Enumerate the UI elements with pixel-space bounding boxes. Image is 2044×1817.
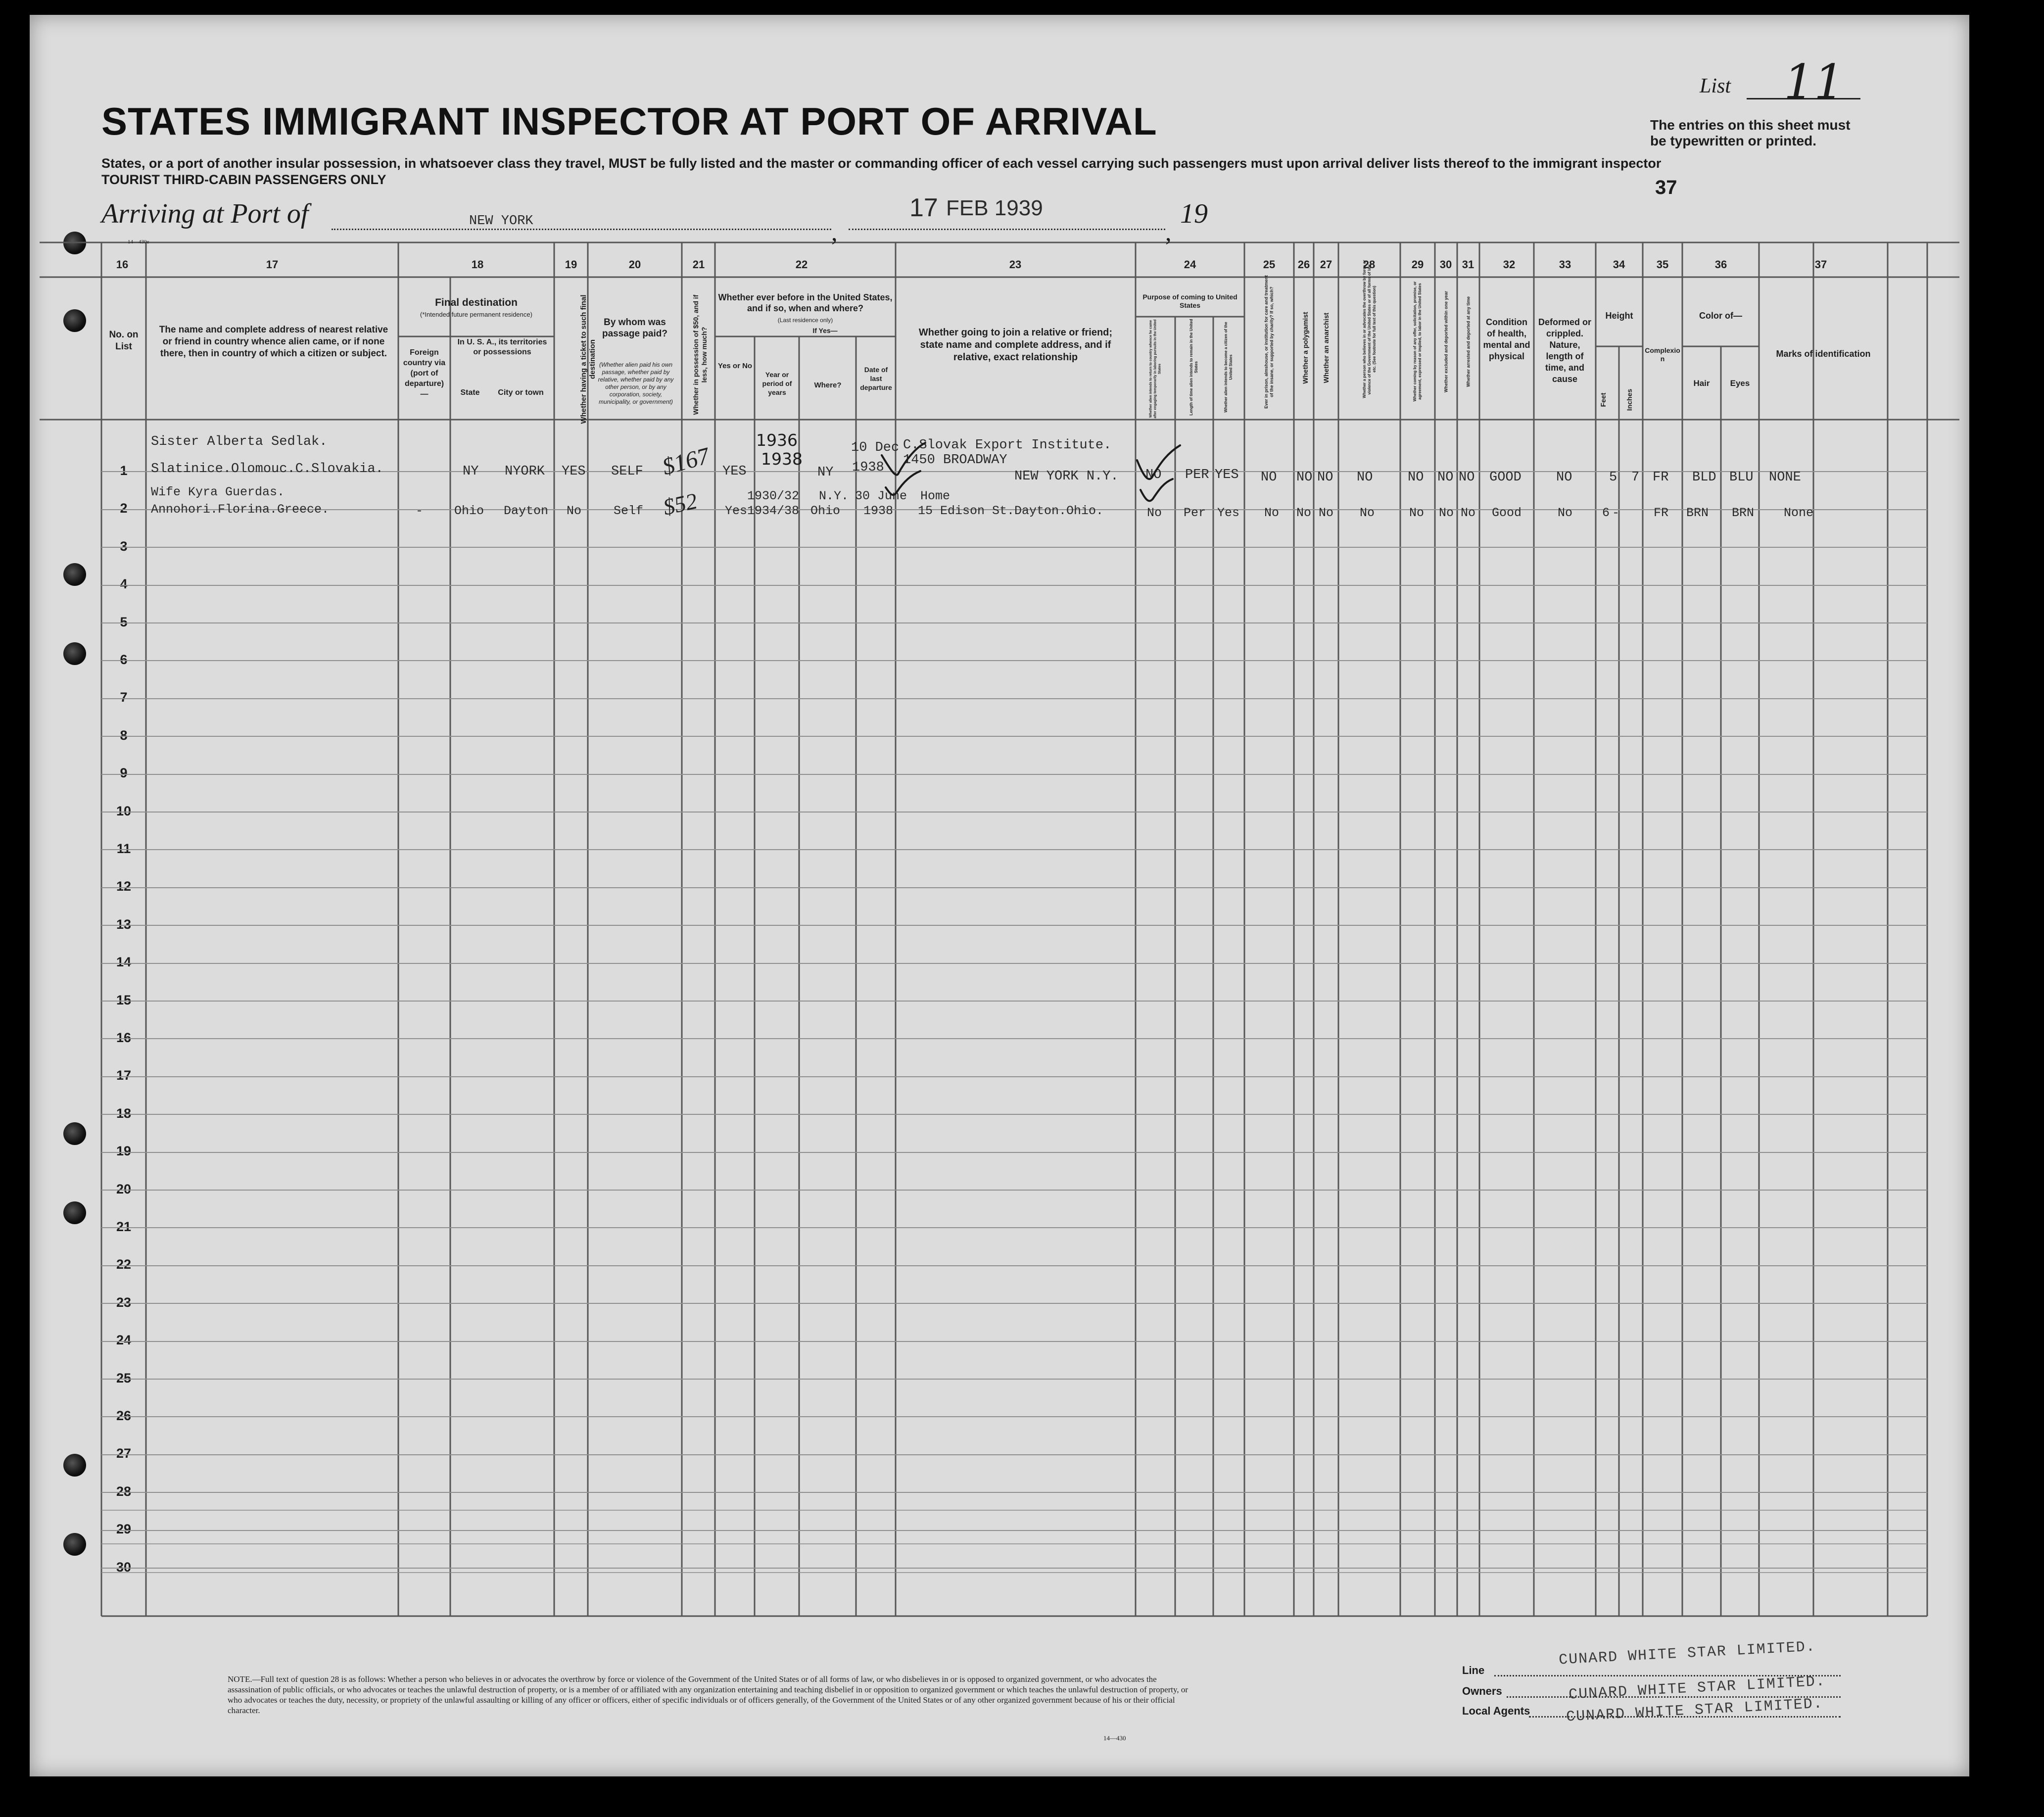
header-arrested: Whether arrested and deported at any time (1466, 296, 1471, 387)
column-number: 31 (1462, 258, 1474, 271)
r1-join-2: 1450 BROADWAY (903, 453, 1007, 468)
header-overthrow: Whether a person who believes in or advocates the overthrow by force or violence of the Government of the United States or of all forms of law, etc. (See footnote for full text of this question) (1362, 260, 1377, 398)
check-mark (1137, 445, 1180, 479)
r1-feet: 5 (1609, 470, 1617, 485)
row-number: 19 (116, 1144, 132, 1159)
r1-return: NO (1145, 468, 1162, 482)
header-purpose-length: Length of time alien intends to remain in the United States (1189, 319, 1198, 416)
row-number: 16 (116, 1030, 132, 1045)
row-number: 11 (116, 841, 131, 856)
header-ever-before: Whether ever before in the United States, and if so, when and where? (718, 292, 893, 313)
r1-hair: BLD (1692, 470, 1716, 485)
header-ever-before-sub: (Last residence only) (777, 317, 833, 324)
column-number: 28 (1363, 258, 1376, 271)
header-labor-offer: Whether coming by reason of any offer, solicitation, promise, or agreement, expressed or implied, to labor in the United States (1413, 281, 1422, 402)
row-number: 24 (116, 1333, 132, 1348)
r1-length: PER (1185, 468, 1209, 482)
column-number: 20 (628, 258, 641, 271)
line-stamp: CUNARD WHITE STAR LIMITED. (1558, 1638, 1816, 1669)
row-number: 26 (116, 1408, 132, 1423)
r2-feet: 6 (1602, 506, 1610, 520)
owners-stamp: CUNARD WHITE STAR LIMITED. (1568, 1673, 1826, 1704)
r1-year-top: 1936 (756, 430, 798, 450)
header-nearest-relative: The name and complete address of nearest relative or friend in country whence alien came, or if none there, then in country of which a citizen or subject. (159, 325, 388, 359)
r2-polygamist: No (1296, 506, 1312, 520)
r2-complexion: FR (1654, 506, 1669, 520)
row-number: 28 (116, 1483, 132, 1499)
row-number: 13 (116, 916, 132, 932)
r2-marks: None (1784, 506, 1814, 520)
r1-anarchist: NO (1317, 470, 1333, 485)
page-title: STATES IMMIGRANT INSPECTOR AT PORT OF ARRIVAL (101, 99, 1157, 143)
row-number: 3 (120, 538, 128, 554)
header-complexion: Complexion (1645, 346, 1680, 363)
row-number: 1 (120, 463, 128, 478)
r1-arrested: NO (1459, 470, 1475, 485)
row-number: 15 (116, 992, 132, 1007)
check-mark (1141, 479, 1173, 501)
owners-label: Owners (1462, 1685, 1502, 1697)
form-code: 14—430e (128, 239, 149, 245)
column-number: 23 (1009, 258, 1022, 271)
header-height: Height (1605, 311, 1633, 321)
header-no-on-list: No. on List (109, 330, 139, 352)
r2-ticket: No (567, 504, 582, 518)
header-foreign-country: Foreign country via (port of departure)— (403, 348, 446, 398)
r2-prison: No (1264, 506, 1280, 520)
r2-year-top: 1930/32 (747, 489, 800, 503)
header-hair: Hair (1693, 379, 1710, 388)
column-number: 26 (1297, 258, 1310, 271)
column-number: 25 (1263, 258, 1276, 271)
r1-relative-name: Sister Alberta Sedlak. (151, 434, 328, 449)
header-last-departure: Date of last departure (860, 366, 892, 391)
list-label: List (1700, 75, 1731, 97)
r2-foreign: - (416, 504, 424, 518)
sheet-number: 37 (1655, 177, 1677, 198)
row-number: 6 (120, 652, 128, 667)
footer-form-code: 14—430 (1103, 1734, 1126, 1742)
comma: , (831, 218, 838, 246)
r2-where-top: N.Y. (819, 489, 849, 503)
header-purpose-citizen: Whether alien intends to become a citizen of the United States (1224, 322, 1233, 413)
column-number: 18 (471, 258, 484, 271)
r2-join-2: 15 Edison St.Dayton.Ohio. (918, 504, 1104, 518)
agents-stamp: CUNARD WHITE STAR LIMITED. (1566, 1695, 1824, 1726)
row-number: 21 (116, 1219, 132, 1234)
arriving-label: Arriving at Port of (101, 198, 309, 229)
column-number: 16 (116, 258, 129, 271)
row-number: 20 (116, 1181, 132, 1196)
header-color-of: Color of— (1699, 311, 1742, 321)
r1-ticket: YES (562, 464, 586, 479)
column-number: 27 (1320, 258, 1332, 271)
column-number: 21 (692, 258, 705, 271)
column-number: 34 (1613, 258, 1625, 271)
r1-citizen: YES (1215, 468, 1239, 482)
header-marks: Marks of identification (1776, 349, 1871, 359)
r2-excluded: No (1439, 506, 1454, 520)
entry-instructions-line2: be typewritten or printed. (1650, 133, 1817, 148)
subtitle-passenger-class: TOURIST THIRD-CABIN PASSENGERS ONLY (101, 172, 386, 187)
header-health: Condition of health, mental and physical (1483, 317, 1530, 361)
r1-city: NYORK (505, 464, 545, 479)
r1-prison: NO (1261, 470, 1277, 485)
r2-date: 1938 (863, 504, 894, 518)
r1-join-3: NEW YORK N.Y. (1014, 469, 1119, 484)
r2-deformed: No (1558, 506, 1573, 520)
check-mark (886, 471, 920, 495)
r2-offer: No (1409, 506, 1425, 520)
row-number: 29 (116, 1522, 132, 1537)
header-feet: Feet (1599, 392, 1607, 407)
r2-relative-address: Annohori.Florina.Greece. (151, 502, 330, 517)
r1-money: $167 (659, 442, 713, 480)
r2-year: 1934/38 (747, 504, 800, 518)
header-purpose-return: Whether alien intends to return to country whence he came after engaging temporarily in laboring pursuits in the United States (1149, 319, 1162, 419)
local-agents-label: Local Agents (1462, 1705, 1530, 1717)
r1-polygamist: NO (1296, 470, 1313, 485)
header-money: Whether in possession of $50, and if less, how much? (692, 294, 708, 415)
r1-date-top: 10 Dec (851, 440, 900, 455)
check-mark (882, 443, 925, 475)
column-number: 35 (1656, 258, 1669, 271)
r2-money: $52 (661, 488, 700, 520)
header-if-yes: If Yes— (812, 327, 838, 335)
row-number: 30 (116, 1559, 132, 1575)
row-number: 8 (120, 727, 128, 743)
date-day: 17 (909, 193, 938, 222)
header-year: Year or period of years (762, 371, 792, 396)
row-number: 7 (120, 690, 128, 705)
header-where: Where? (814, 381, 842, 389)
r1-offer: NO (1408, 470, 1424, 485)
row-number: 27 (116, 1446, 132, 1461)
r2-citizen: Yes (1217, 506, 1240, 520)
entry-instructions-line1: The entries on this sheet must (1650, 117, 1851, 133)
header-in-usa: In U. S. A., its territories or possessions (457, 338, 547, 356)
port-value: NEW YORK (469, 214, 533, 229)
column-number: 37 (1814, 258, 1827, 271)
header-ticket: Whether having a ticket to such final destination (579, 294, 597, 424)
header-state: State (460, 388, 480, 397)
row-number: 25 (116, 1370, 132, 1386)
r2-health: Good (1492, 506, 1522, 520)
header-city: City or town (498, 388, 544, 397)
header-prison: Ever in prison, almshouse, or institution for care and treatment of the insane, or supported by charity? If so, which? (1264, 275, 1274, 409)
footnote-question-28: NOTE.—Full text of question 28 is as follows: Whether a person who believes in or advocates the overthrow by force or violence of the Government of the United States or of all forms of law, or who disbelieves in or is opposed to organized government, or who advocates the assassination of public officials, or who advocates or teaches the unlawful destruction of property, or is a member of or affiliated with any organization entertaining and teaching disbelief in or opposition to organized government or which teaches the unlawful destruction of property, or who advocates or teaches the duty, necessity, or propriety of the unlawful assaulting or killing of any officer or officers, either of specific individuals or of officers generally, of the Government of the United States or of any other organized government because of his or their official character. (228, 1674, 1188, 1715)
row-number: 2 (120, 501, 128, 516)
line-label: Line (1462, 1664, 1485, 1676)
header-final-destination: Final destination (435, 297, 518, 308)
r2-eyes: BRN (1732, 506, 1755, 520)
date-stamp: FEB 1939 (946, 196, 1043, 220)
r1-eyes: BLU (1729, 470, 1754, 485)
header-purpose: Purpose of coming to United States (1142, 293, 1237, 309)
column-number: 17 (266, 258, 279, 271)
r1-deformed: NO (1556, 470, 1572, 485)
r2-return: No (1147, 506, 1162, 520)
row-number: 10 (116, 803, 132, 818)
year-prefix: 19 (1180, 198, 1208, 229)
r1-inches: 7 (1631, 470, 1640, 485)
header-anarchist: Whether an anarchist (1322, 312, 1330, 383)
r1-date: 1938 (852, 460, 884, 475)
comma: , (1165, 218, 1172, 246)
row-number: 9 (120, 765, 128, 781)
r2-hair: BRN (1686, 506, 1709, 520)
row-number: 12 (116, 879, 132, 894)
header-eyes: Eyes (1730, 379, 1750, 388)
row-number: 17 (116, 1068, 132, 1083)
r2-anarchist: No (1319, 506, 1334, 520)
header-excluded: Whether excluded and deported within one year (1443, 290, 1449, 393)
column-number: 29 (1411, 258, 1424, 271)
r2-city: Dayton (504, 504, 549, 518)
r2-relative-name: Wife Kyra Guerdas. (151, 485, 285, 499)
r1-year: 1938 (761, 449, 803, 469)
r1-overthrow: NO (1357, 470, 1373, 485)
column-number: 19 (565, 258, 577, 271)
header-final-destination-sub: (*Intended future permanent residence) (420, 311, 532, 318)
subtitle: States, or a port of another insular possession, in whatsoever class they travel, MUST be fully listed and the master or commanding officer of each vessel carrying such passengers must upon arrival deliver lists thereof to the immigrant inspector (101, 156, 1662, 171)
column-number: 22 (795, 258, 808, 271)
r2-length: Per (1184, 506, 1206, 520)
header-yes-no: Yes or No (717, 362, 753, 370)
r2-before: Yes (725, 504, 748, 518)
r1-join-1: C.Slovak Export Institute. (903, 438, 1112, 453)
header-passage-paid: By whom was passage paid? (602, 317, 667, 339)
r2-where: Ohio (810, 504, 841, 518)
r2-overthrow: No (1360, 506, 1375, 520)
column-number: 33 (1559, 258, 1571, 271)
r2-paid: Self (614, 504, 644, 518)
column-number: 30 (1439, 258, 1452, 271)
row-number: 14 (116, 955, 132, 970)
header-deformed: Deformed or crippled. Nature, length of time, and cause (1538, 317, 1591, 384)
r2-date-top: 30 June (855, 489, 907, 503)
header-inches: Inches (1625, 388, 1633, 411)
row-number: 4 (120, 576, 128, 592)
column-number: 32 (1503, 258, 1516, 271)
r1-paid: SELF (611, 464, 643, 479)
row-number: 22 (116, 1257, 132, 1272)
r1-state: NY (463, 464, 479, 479)
r1-marks: NONE (1769, 470, 1801, 485)
r1-complexion: FR (1653, 470, 1669, 485)
r1-where: NY (817, 465, 834, 480)
r1-excluded: NO (1437, 470, 1454, 485)
r2-inches: - (1612, 506, 1620, 520)
header-polygamist: Whether a polygamist (1301, 312, 1309, 384)
row-number: 5 (120, 614, 128, 629)
row-number: 23 (116, 1294, 132, 1310)
r1-before: YES (722, 464, 747, 479)
row-number: 18 (116, 1105, 132, 1121)
header-going-to-join: Whether going to join a relative or friend; state name and complete address, and if relative, exact relationship (918, 327, 1113, 363)
list-number: 11 (1784, 54, 1845, 110)
r1-health: GOOD (1489, 470, 1521, 485)
r2-arrested: No (1461, 506, 1476, 520)
r1-relative-address: Slatinice.Olomouc.C.Slovakia. (151, 462, 383, 477)
r2-state: Ohio (454, 504, 484, 518)
column-number: 36 (1714, 258, 1727, 271)
r2-join-1: Home (920, 489, 951, 503)
column-number: 24 (1184, 258, 1196, 271)
header-passage-paid-sub: (Whether alien paid his own passage, whether paid by relative, whether paid by any other person, or by any corporation, society, municipality, or government) (598, 361, 674, 405)
